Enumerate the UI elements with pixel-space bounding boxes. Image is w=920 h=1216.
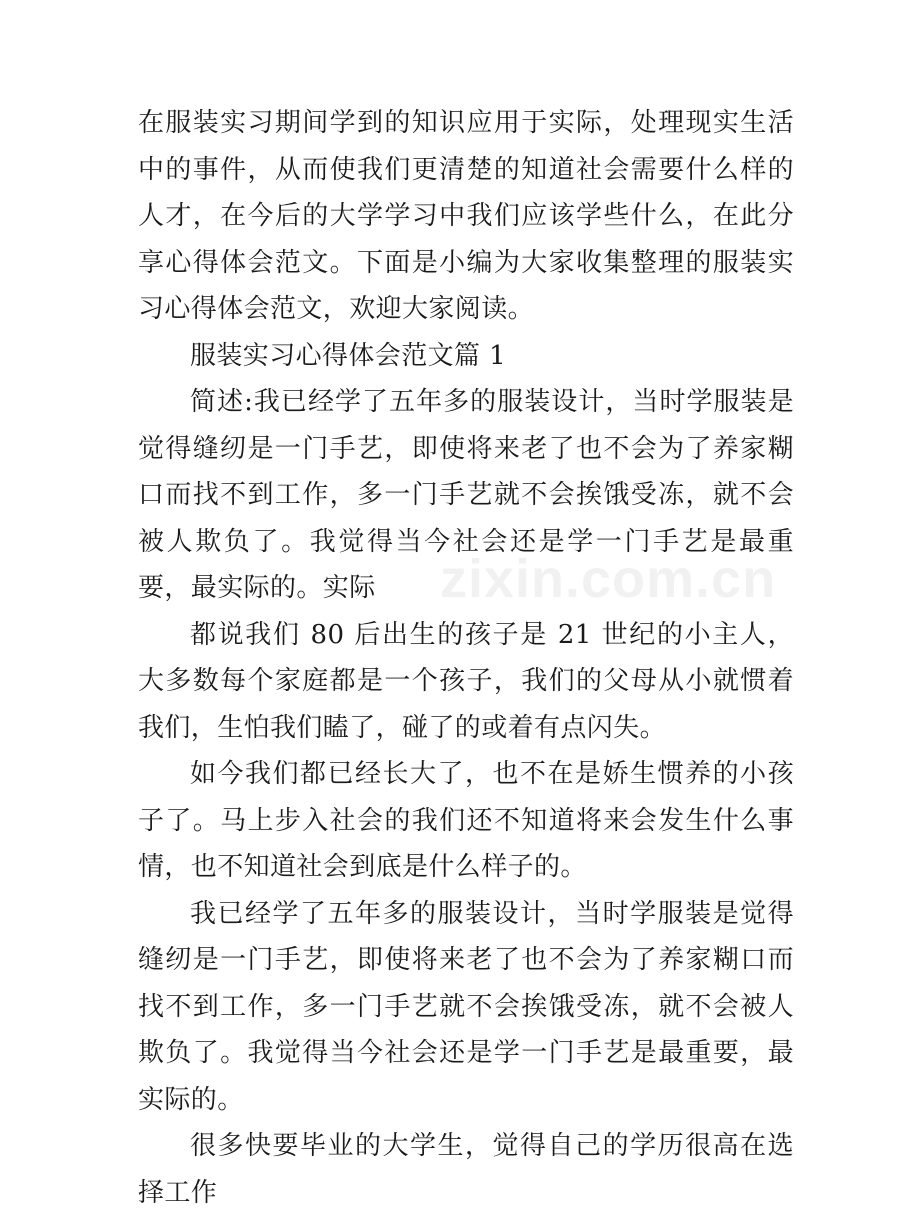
body-paragraph-2: 如今我们都已经长大了，也不在是娇生惯养的小孩子了。马上步入社会的我们还不知道将来会发生什么事情，也不知道社会到底是什么样子的。 (138, 759, 794, 882)
section-heading: 服装实习心得体会范文篇 1 (190, 340, 507, 371)
watermark: zixin.com.cn (440, 549, 777, 609)
summary-paragraph: 简述:我已经学了五年多的服装设计，当时学服装是觉得缝纫是一门手艺，即使将来老了也不会为了养家糊口而找不到工作，多一门手艺就不会挨饿受冻，就不会被人欺负了。我觉得当今社会还是学一门手艺是最重要，最实际的。实际 (138, 387, 794, 603)
intro-paragraph: 在服装实习期间学到的知识应用于实际，处理现实生活中的事件，从而使我们更清楚的知道社会需要什么样的人才，在今后的大学学习中我们应该学些什么，在此分享心得体会范文。下面是小编为大家收集整理的服装实习心得体会范文，欢迎大家阅读。 (138, 108, 794, 324)
body-paragraph-3: 我已经学了五年多的服装设计，当时学服装是觉得缝纫是一门手艺，即使将来老了也不会为了养家糊口而找不到工作，多一门手艺就不会挨饿受冻，就不会被人欺负了。我觉得当今社会还是学一门手艺是最重要，最实际的。 (138, 898, 794, 1115)
document-body (138, 100, 794, 1216)
body-paragraph-4: 很多快要毕业的大学生，觉得自己的学历很高在选择工作 (138, 1131, 794, 1208)
body-paragraph-1: 都说我们 80 后出生的孩子是 21 世纪的小主人，大多数每个家庭都是一个孩子，我们的父母从小就惯着我们，生怕我们瞌了，碰了的或着有点闪失。 (138, 619, 794, 743)
